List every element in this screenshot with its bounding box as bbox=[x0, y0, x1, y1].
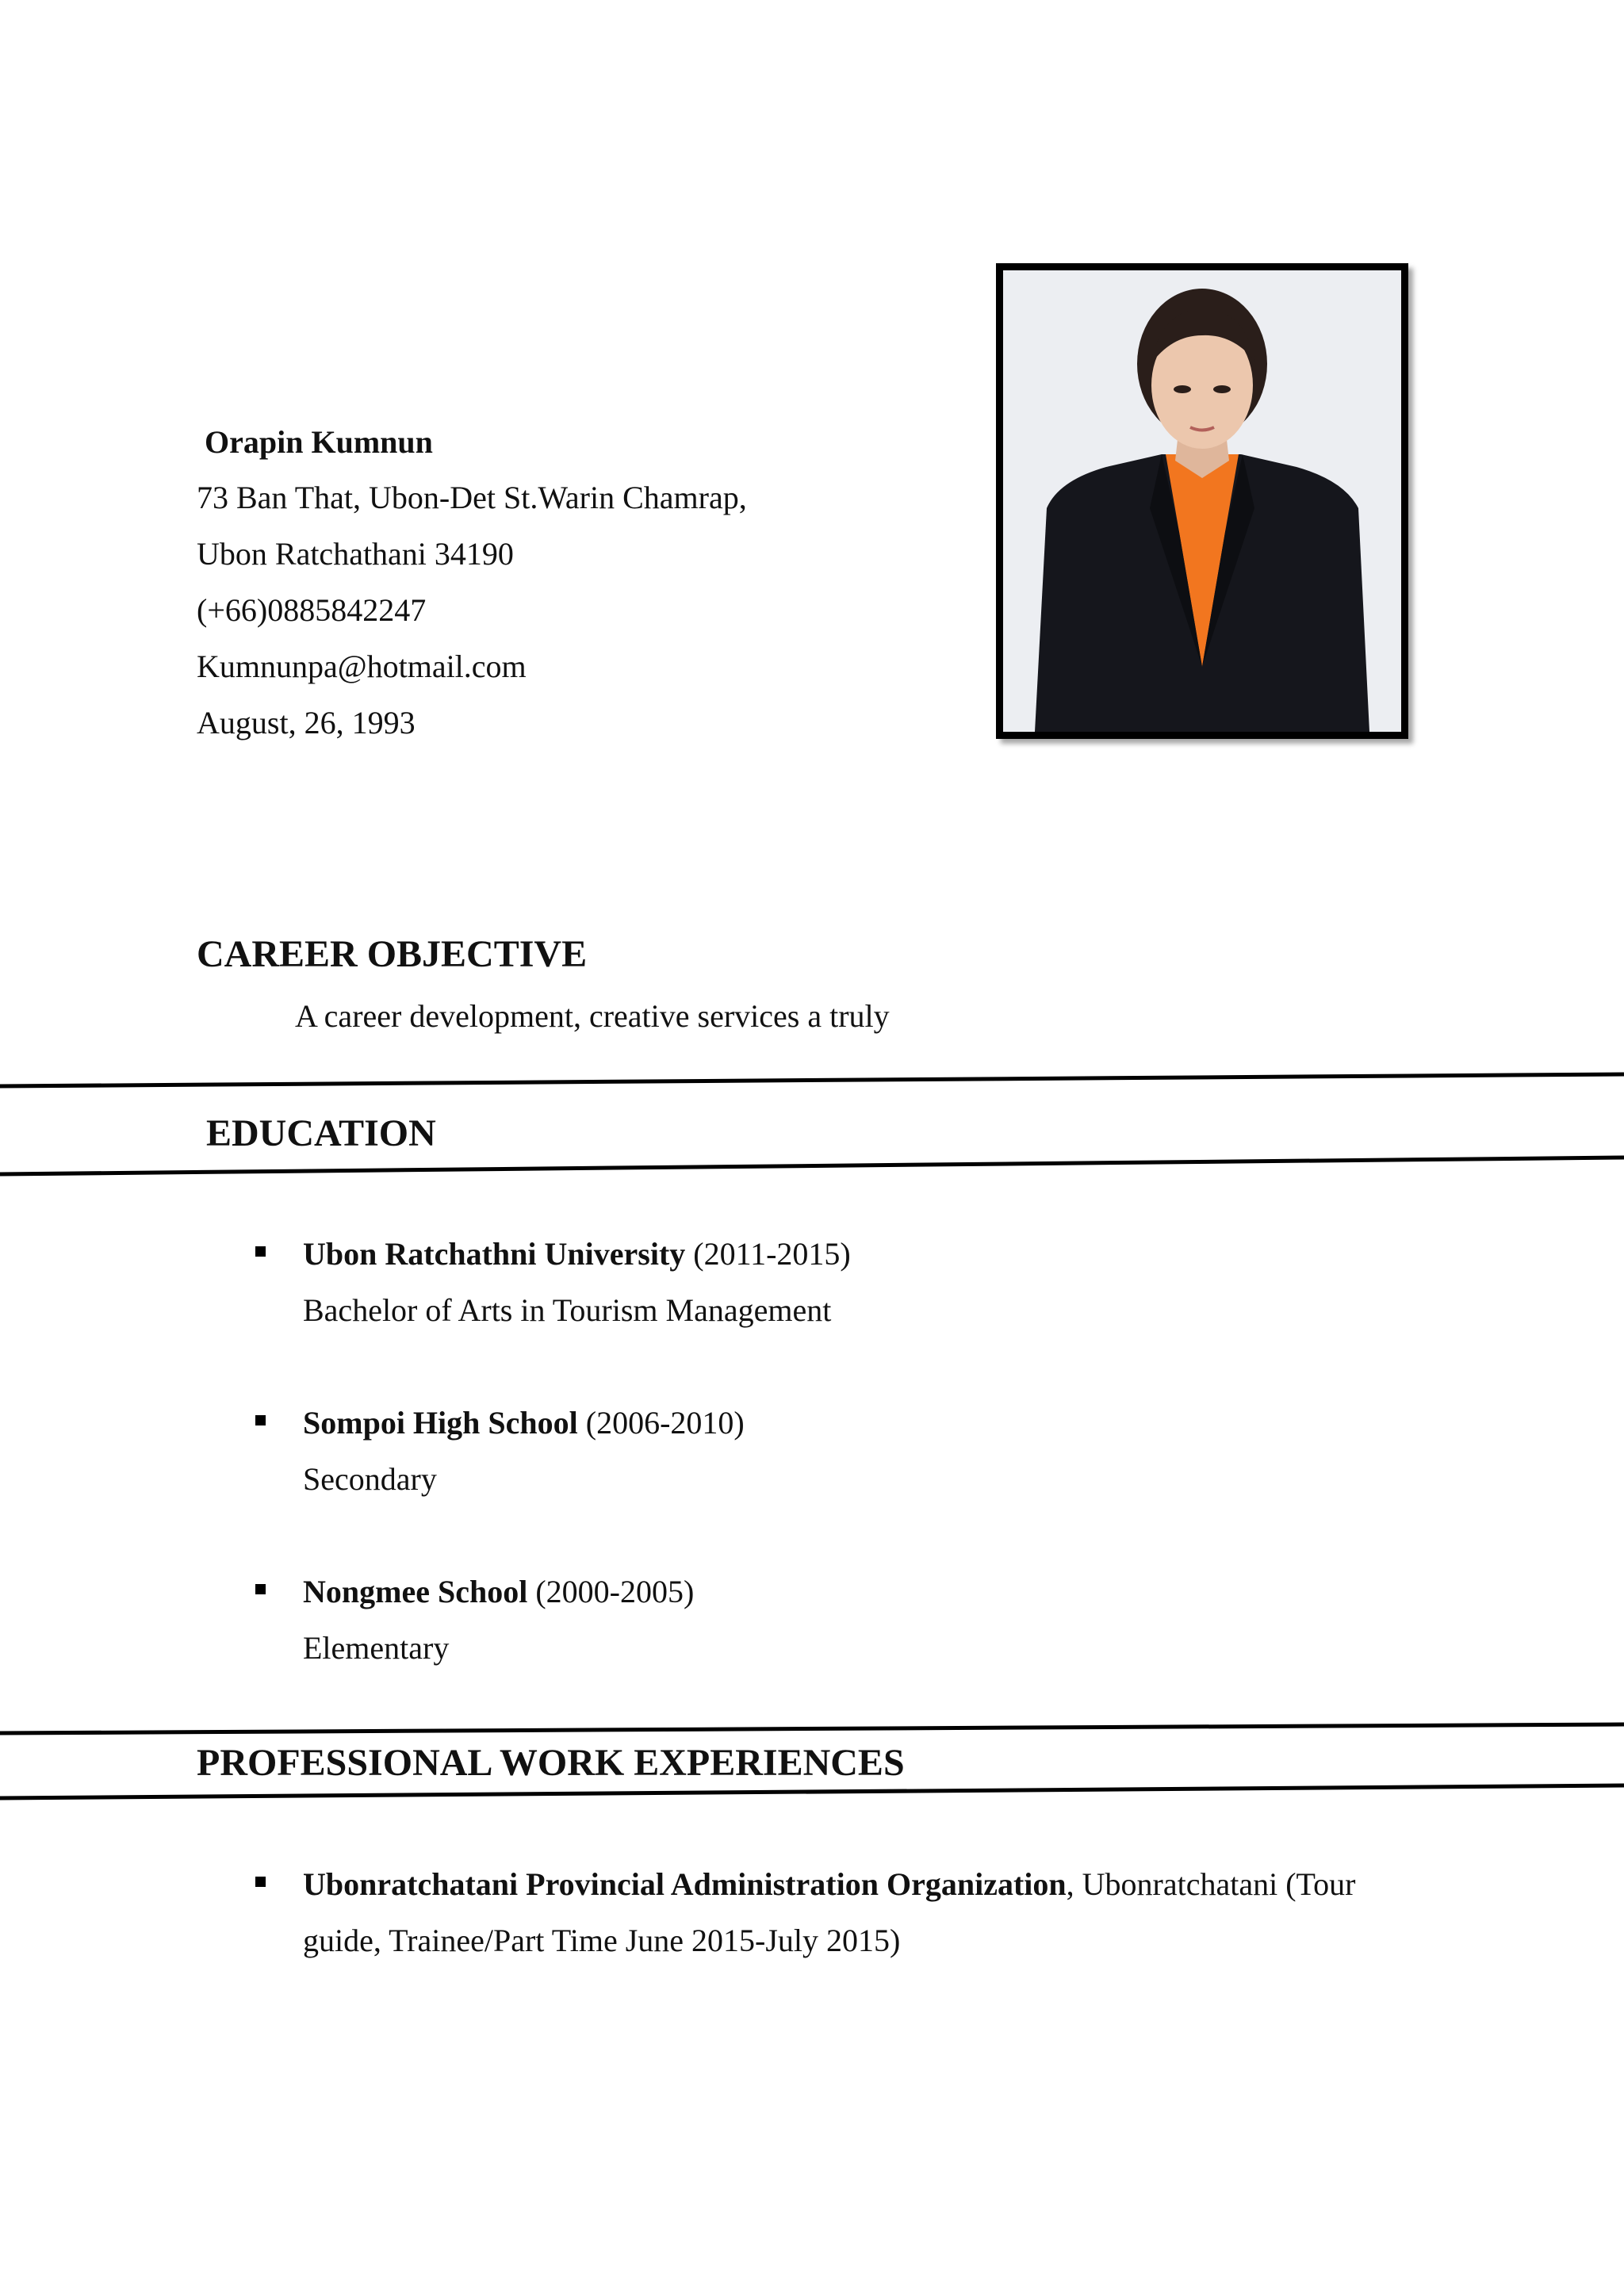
bullet-icon bbox=[255, 1584, 266, 1594]
school-years: (2006-2010) bbox=[577, 1405, 745, 1441]
rule-experience-bottom bbox=[0, 1785, 1624, 1798]
bullet-icon bbox=[255, 1415, 266, 1425]
school-name: Ubon Ratchathni University bbox=[303, 1236, 686, 1272]
career-objective-heading: CAREER OBJECTIVE bbox=[197, 933, 588, 975]
bullet-icon bbox=[255, 1877, 266, 1887]
address-line-2: Ubon Ratchathani 34190 bbox=[197, 536, 514, 572]
experience-role: guide, Trainee/Part Time June 2015-July 2015) bbox=[303, 1923, 901, 1958]
education-detail: Secondary bbox=[303, 1461, 437, 1497]
career-objective-text: A career development, creative services a truly bbox=[295, 998, 890, 1034]
school-name: Sompoi High School bbox=[303, 1405, 578, 1441]
contact-name: Orapin Kumnun bbox=[205, 424, 433, 460]
phone-number: (+66)0885842247 bbox=[197, 592, 427, 628]
school-years: (2011-2015) bbox=[685, 1236, 851, 1272]
rule-education-top bbox=[0, 1074, 1624, 1086]
experience-location: , Ubonratchatani (Tour bbox=[1066, 1866, 1356, 1902]
school-name: Nongmee School bbox=[303, 1574, 528, 1609]
address-line-1: 73 Ban That, Ubon-Det St.Warin Chamrap, bbox=[197, 480, 747, 515]
rule-education-bottom bbox=[0, 1158, 1624, 1174]
birth-date: August, 26, 1993 bbox=[197, 705, 416, 740]
experience-heading: PROFESSIONAL WORK EXPERIENCES bbox=[197, 1742, 905, 1784]
education-detail: Bachelor of Arts in Tourism Management bbox=[303, 1292, 832, 1328]
experience-item-1 bbox=[303, 1866, 1356, 1902]
bullet-icon bbox=[255, 1246, 266, 1257]
education-heading: EDUCATION bbox=[206, 1112, 436, 1154]
email-address: Kumnunpa@hotmail.com bbox=[197, 649, 527, 684]
organization-name: Ubonratchatani Provincial Administration Organization bbox=[303, 1866, 1067, 1902]
education-item-1 bbox=[303, 1238, 851, 1270]
rule-experience-top bbox=[0, 1724, 1624, 1733]
education-item-3 bbox=[303, 1576, 694, 1608]
education-item-2 bbox=[303, 1407, 745, 1439]
education-detail: Elementary bbox=[303, 1630, 450, 1666]
school-years: (2000-2005) bbox=[527, 1574, 695, 1609]
